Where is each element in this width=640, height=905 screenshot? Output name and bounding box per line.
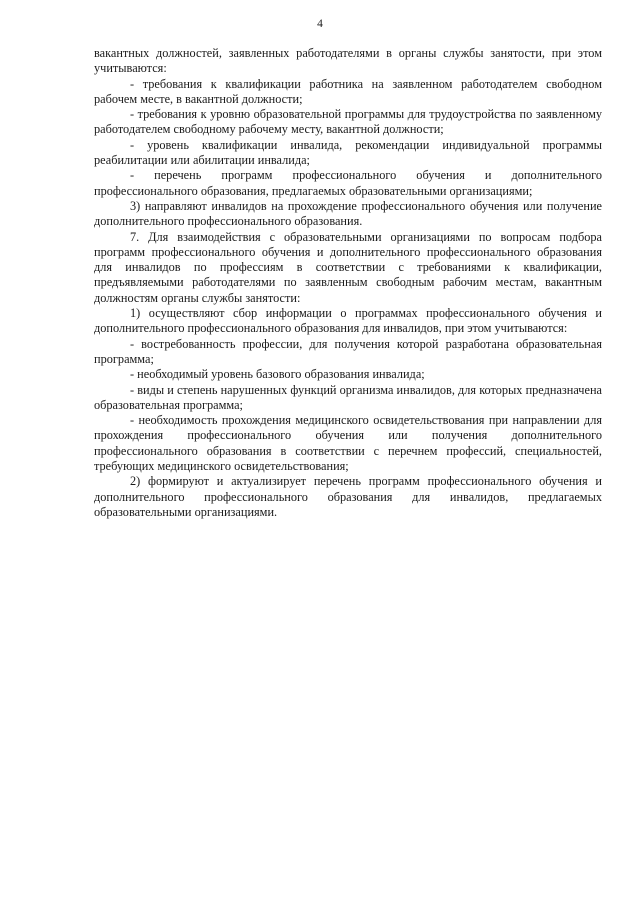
paragraph-impaired-functions: - виды и степень нарушенных функций организма инвалидов, для которых предназначена образовательная программа; (94, 382, 602, 412)
document-body (94, 46, 602, 520)
paragraph-section-7: 7. Для взаимодействия с образовательными организациями по вопросам подбора программ профессионального обучения и дополнительного профессионального образования для инвалидов по профессиям в соответствии с требованиями к квалификации, предъявляемыми работодателями по заявленным свободным рабочим местам, вакантным должностям органы службы занятости: (94, 229, 602, 305)
paragraph-qualification-requirements: - требования к квалификации работника на заявленном работодателем свободном рабочем месте, в вакантной должности; (94, 76, 602, 106)
paragraph-item-3-referral: 3) направляют инвалидов на прохождение профессионального обучения или получение дополнительного профессионального образования. (94, 198, 602, 229)
paragraph-programs-list: - перечень программ профессионального обучения и дополнительного профессионального образования, предлагаемых образовательными организациями; (94, 168, 602, 198)
paragraph-basic-education-level: - необходимый уровень базового образования инвалида; (130, 367, 425, 382)
paragraph-disabled-qualification-level: - уровень квалификации инвалида, рекомендации индивидуальной программы реабилитации или абилитации инвалида; (94, 137, 602, 168)
paragraph-education-level-requirements: - требования к уровню образовательной программы для трудоустройства по заявленному работодателем свободному рабочему месту, вакантной должности; (94, 107, 602, 137)
paragraph-profession-demand: - востребованность профессии, для получения которой разработана образовательная программа; (94, 336, 602, 366)
paragraph-item-1-information-collection: 1) осуществляют сбор информации о программах профессионального обучения и дополнительного профессионального образования для инвалидов, при этом учитываются: (94, 306, 602, 336)
paragraph-vacancies-continuation: вакантных должностей, заявленных работодателями в органы службы занятости, при этом учитываются: (94, 46, 602, 76)
page-number: 4 (317, 18, 323, 30)
paragraph-medical-examination: - необходимость прохождения медицинского освидетельствования при направлении для прохождения профессионального обучения или получения дополнительного профессионального образования в соответствии с перечнем профессий, специальностей, требующих медицинского освидетельствования; (94, 413, 602, 474)
paragraph-item-2-programs-list: 2) формируют и актуализирует перечень программ профессионального обучения и дополнительного профессионального образования для инвалидов, предлагаемых образовательными организациями. (94, 474, 602, 519)
